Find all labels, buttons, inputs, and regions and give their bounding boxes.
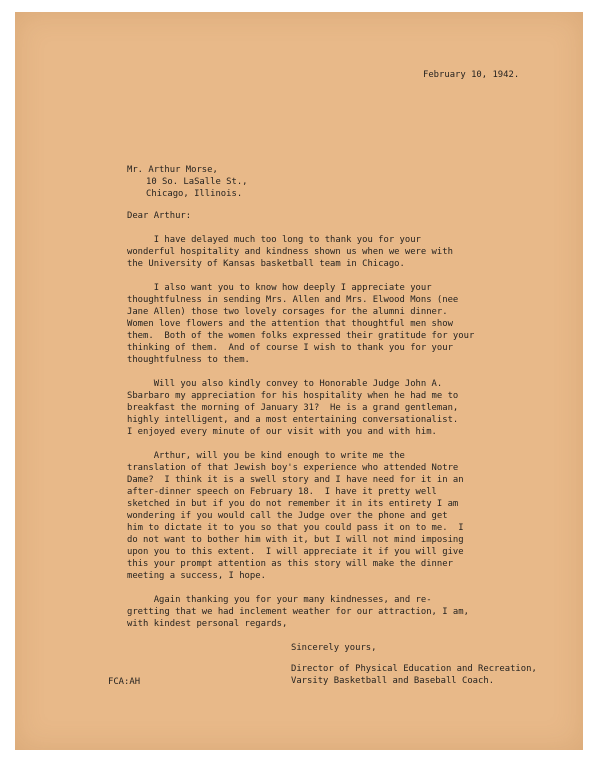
body-line: I enjoyed every minute of our visit with you and with him. — [127, 427, 437, 437]
letter-date: February 10, 1942. — [423, 70, 520, 80]
body-line: them. Both of the women folks expressed their gratitude for your — [127, 331, 475, 341]
body-line: the University of Kansas basketball team in Chicago. — [127, 259, 405, 269]
body-line: after-dinner speech on February 18. I have it pretty well — [127, 487, 437, 497]
address-line: 10 So. LaSalle St., — [146, 177, 248, 187]
body-line: translation of that Jewish boy's experience who attended Notre — [127, 463, 459, 473]
body-line: Women love flowers and the attention that thoughtful men show — [127, 319, 453, 329]
body-line: him to dictate it to you so that you could pass it on to me. I — [127, 523, 464, 533]
body-line: Dame? I think it is a swell story and I have need for it in an — [127, 475, 464, 485]
body-line: thoughtfulness in sending Mrs. Allen and Mrs. Elwood Mons (nee — [127, 295, 459, 305]
body-line: Arthur, will you be kind enough to write me the — [127, 451, 405, 461]
body-line: thinking of them. And of course I wish to thank you for your — [127, 343, 453, 353]
address-line: Chicago, Illinois. — [146, 189, 243, 199]
body-line: breakfast the morning of January 31? He is a grand gentleman, — [127, 403, 459, 413]
salutation: Dear Arthur: — [127, 211, 192, 221]
signature-title-line: Director of Physical Education and Recreation, — [291, 664, 537, 674]
body-line: Jane Allen) those two lovely corsages for the alumni dinner. — [127, 307, 448, 317]
body-line: gretting that we had inclement weather for our attraction, I am, — [127, 607, 469, 617]
body-line: upon you to this extent. I will appreciate it if you will give — [127, 547, 464, 557]
body-line: Will you also kindly convey to Honorable Judge John A. — [127, 379, 443, 389]
typist-initials: FCA:AH — [108, 677, 141, 687]
body-line: Again thanking you for your many kindnesses, and re- — [127, 595, 432, 605]
letter-page — [15, 12, 583, 750]
body-line: wonderful hospitality and kindness shown us when we were with — [127, 247, 453, 257]
body-line: wondering if you would call the Judge over the phone and get — [127, 511, 448, 521]
body-line: highly intelligent, and a most entertaining conversationalist. — [127, 415, 459, 425]
body-line: sketched in but if you do not remember it in its entirety I am — [127, 499, 459, 509]
closing: Sincerely yours, — [291, 643, 377, 653]
body-line: this your prompt attention as this story will make the dinner — [127, 559, 453, 569]
address-line: Mr. Arthur Morse, — [127, 165, 218, 175]
body-line: thoughtfulness to them. — [127, 355, 250, 365]
body-line: do not want to bother him with it, but I will not mind imposing — [127, 535, 464, 545]
body-line: with kindest personal regards, — [127, 619, 288, 629]
signature-title-line: Varsity Basketball and Baseball Coach. — [291, 676, 495, 686]
body-line: meeting a success, I hope. — [127, 571, 266, 581]
body-line: I have delayed much too long to thank you for your — [127, 235, 421, 245]
body-line: Sbarbaro my appreciation for his hospitality when he had me to — [127, 391, 459, 401]
body-line: I also want you to know how deeply I appreciate your — [127, 283, 432, 293]
